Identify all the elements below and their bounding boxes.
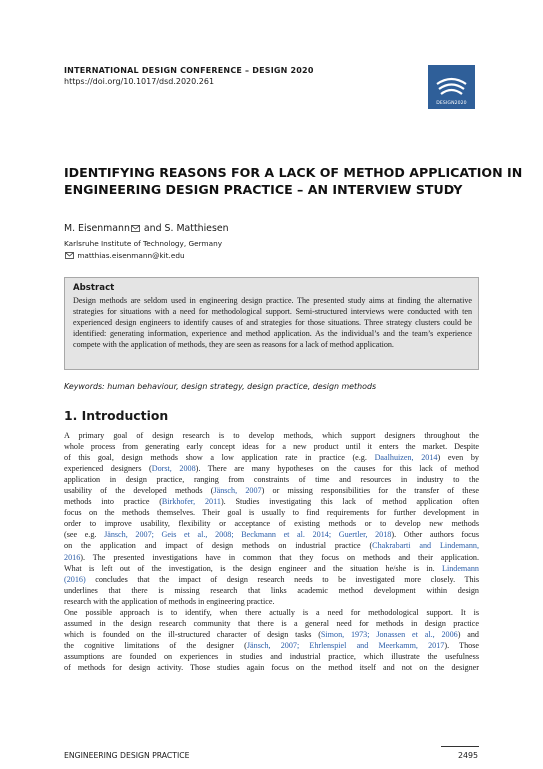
body-line (64, 540, 479, 551)
body-line (64, 452, 479, 463)
section-heading: 1. Introduction (64, 408, 169, 423)
keywords: Keywords: human behaviour, design strategy, design practice, design methods (64, 382, 377, 391)
conference-name: INTERNATIONAL DESIGN CONFERENCE – DESIGN 2020 (64, 66, 314, 75)
body-text-segment: underlines that there is missing research that links academic method development within design (64, 585, 479, 595)
email-address[interactable]: matthias.eisenmann@kit.edu (77, 251, 185, 260)
body-line (64, 518, 479, 529)
body-text-segment: ) or missing responsibilities for the transfer of these (261, 486, 479, 496)
citation-link[interactable]: (2016) (64, 574, 86, 584)
body-text-segment: order to improve usability, flexibility or acceptance of existing methods or to develop new methods (64, 519, 479, 529)
page-number: 2495 (458, 751, 479, 760)
body-line (64, 563, 479, 574)
body-text-segment: of this goal, design methods show a low application rate in practice (e.g. (64, 453, 375, 463)
body-text-segment: experienced designers ( (64, 464, 152, 474)
citation-link[interactable]: Chakrabarti and Lindemann, (372, 541, 480, 551)
mail-icon (65, 252, 74, 261)
body-text-segment: focus on the methods themselves. Their goal is usually to find requirements for further development in (64, 508, 479, 518)
citation-link[interactable]: Jänsch, 2007 (213, 486, 262, 496)
body-line (64, 463, 479, 474)
body-text-segment: ) and (457, 629, 479, 639)
logo-text: DESIGN2020 (436, 101, 467, 106)
body-line (64, 618, 479, 629)
body-line (64, 574, 479, 585)
title-line: ENGINEERING DESIGN PRACTICE – AN INTERVIEW STUDY (64, 182, 463, 197)
citation-link[interactable]: Jänsch, 2007; Geis et al., 2008; Beckmann et al. 2014; Guertler, 2018 (104, 530, 392, 540)
abstract-heading: Abstract (73, 283, 115, 293)
body-line (64, 430, 479, 441)
body-line (64, 607, 479, 618)
body-text-segment: ). There are many hypotheses on the causes for this lack of method (195, 464, 479, 474)
body-text-segment: concludes that the impact of design research needs to be investigated more closely. This (85, 574, 479, 584)
doi-link[interactable]: https://doi.org/10.1017/dsd.2020.261 (64, 77, 215, 86)
body-text-segment: ) even by (437, 453, 479, 463)
body-line (64, 596, 479, 607)
body-line (64, 496, 479, 507)
mail-icon (131, 224, 140, 235)
journal-name: ENGINEERING DESIGN PRACTICE (64, 751, 190, 760)
body-text-segment: research with the application of methods in engineering practice. (64, 596, 275, 606)
author-name: and S. Matthiesen (143, 223, 229, 234)
abstract-text: Design methods are seldom used in engineering design practice. The presented study aims at finding the alternative strategies for situations with a need for methodological support. Semi-structured interviews were conducted with ten experienced design engineers to identify causes of and strategies for those situations. Three strategy clusters could be identified: generating information, experience and method application. As the individual’s and the team’s experience compete with the application of methods, they are seen as reasons for a lack of method application. (73, 296, 472, 350)
body-text-segment: ). Other authors focus (391, 530, 479, 540)
body-line (64, 441, 479, 452)
body-text-segment: assumptions are founded on experiences in studies and industrial practice, which illustrate the usefulness (64, 651, 479, 661)
section-body (64, 430, 479, 673)
body-text-segment: application in design practice, ranging from constraints of time and resources in industry to the (64, 475, 479, 485)
citation-link[interactable]: Lindemann (441, 563, 479, 573)
body-text-segment: on the application and impact of design methods on industrial practice ( (64, 541, 373, 551)
body-text-segment: of methods for design activity. Those studies again focus on the method itself and not on the designer (64, 662, 479, 672)
body-line (64, 507, 479, 518)
citation-link[interactable]: Birkhofer, 2011 (161, 497, 221, 507)
body-text-segment: assumed in the design research community that there is a general need for methods in design practice (64, 618, 479, 628)
body-text-segment: What is left out of the investigation, is the design engineer and the situation he/she is in. (64, 563, 442, 573)
affiliation: Karlsruhe Institute of Technology, Germany (64, 239, 223, 248)
citation-link[interactable]: Dorst, 2008 (151, 464, 196, 474)
body-text-segment: which is founded on the ill-structured character of design tasks ( (64, 629, 321, 639)
author-list (64, 223, 229, 235)
body-line (64, 629, 479, 640)
body-text-segment: (see e.g. (64, 530, 105, 540)
paper-title (64, 164, 523, 198)
body-line (64, 552, 479, 563)
design2020-logo (428, 65, 475, 109)
citation-link[interactable]: Daalhuizen, 2014 (374, 453, 438, 463)
citation-link[interactable]: 2016 (64, 552, 81, 562)
body-line (64, 640, 479, 651)
citation-link[interactable]: Simon, 1973; Jonassen et al., 2006 (320, 629, 458, 639)
body-text-segment: A primary goal of design research is to develop methods, which support designers throughout the (64, 431, 479, 440)
body-text-segment: ). Those (444, 640, 479, 650)
body-line (64, 585, 479, 596)
title-line: IDENTIFYING REASONS FOR A LACK OF METHOD APPLICATION IN (64, 165, 523, 180)
body-line (64, 474, 479, 485)
footer-rule (441, 746, 479, 747)
body-text-segment: methods into practice ( (64, 497, 162, 507)
body-text-segment: ). The presented investigations have in common that they focus on methods and their application. (80, 552, 479, 562)
body-line (64, 651, 479, 662)
body-text-segment: whole process from generating early concept ideas for a new product until it enters the market. Despite (64, 442, 479, 452)
body-text-segment: ). Studies investigating this lack of method application often (220, 497, 480, 507)
abstract-box (64, 277, 479, 370)
body-text-segment: usability of the developed methods ( (64, 486, 214, 496)
citation-link[interactable]: Jänsch, 2007; Ehrlenspiel and Meerkamm, 2017 (246, 640, 445, 650)
corresponding-email (64, 251, 185, 261)
body-line (64, 529, 479, 540)
body-text-segment: One possible approach is to identify, when there actually is a need for methodological support. It is (64, 607, 479, 617)
body-line (64, 662, 479, 673)
body-line (64, 485, 479, 496)
body-text-segment: the cognitive limitations of the designer ( (64, 640, 247, 650)
author-name: M. Eisenmann (64, 223, 130, 234)
